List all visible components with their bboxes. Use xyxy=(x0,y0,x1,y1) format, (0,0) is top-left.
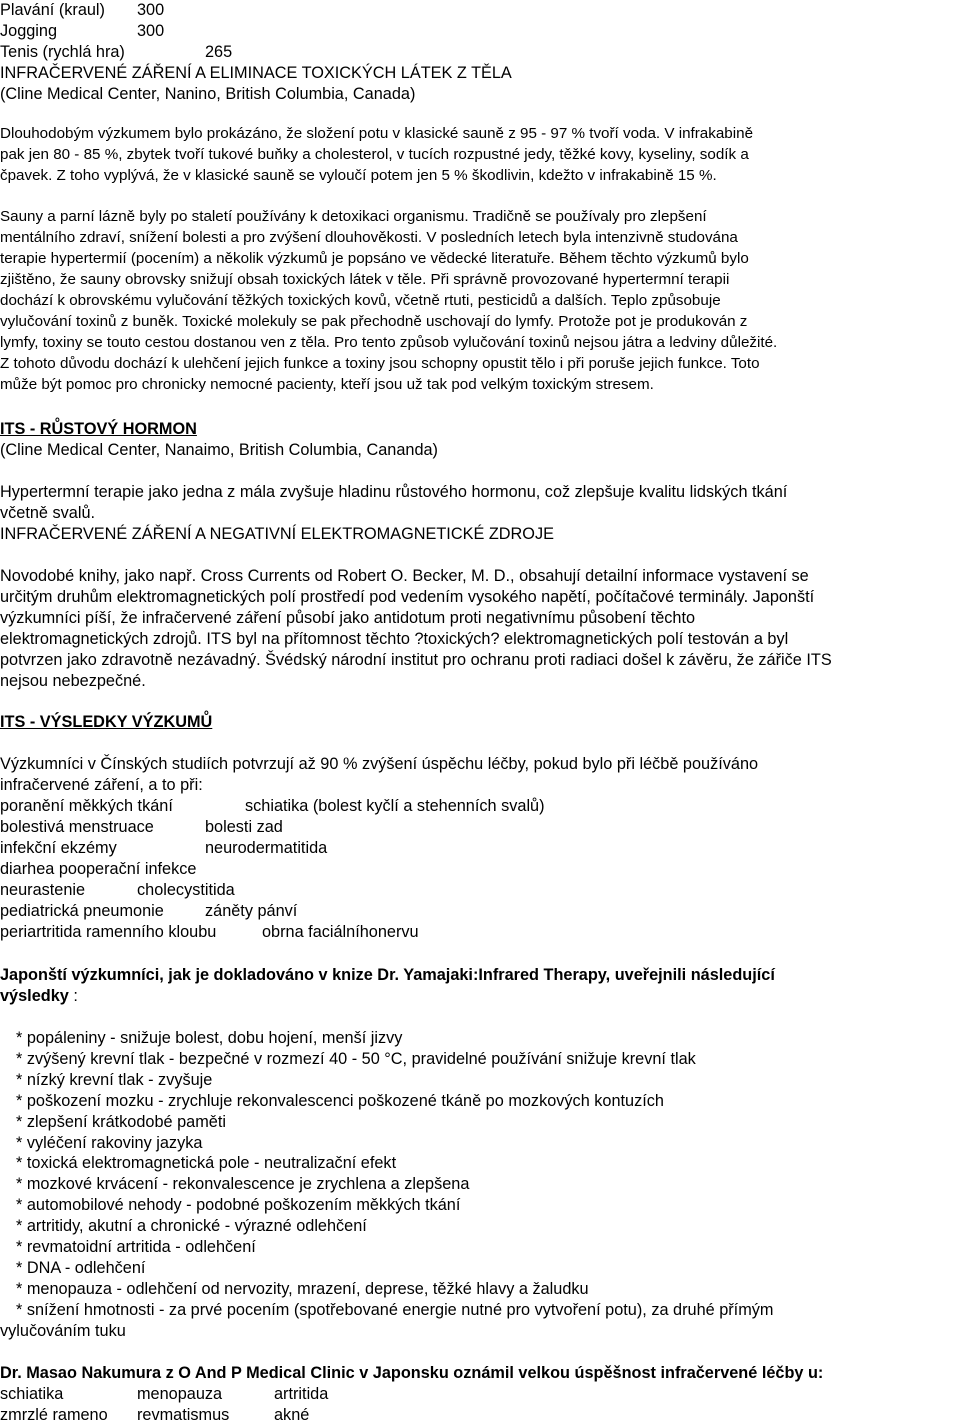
section-source: (Cline Medical Center, Nanaimo, British Columbia, Cananda) xyxy=(0,441,438,459)
condition-right: záněty pánví xyxy=(205,902,298,920)
condition-row xyxy=(0,901,960,921)
paragraph-line: Dlouhodobým výzkumem bylo prokázáno, že složení potu v klasické sauně z 95 - 97 % tvoří voda. V infrakabině xyxy=(0,125,754,142)
bullet-item: * toxická elektromagnetická pole - neutralizační efekt xyxy=(16,1154,397,1173)
paragraph-line: zjištěno, že sauny obrovsky snižují obsah toxických látek v těle. Při správně provozované hypertermní terapii xyxy=(0,271,730,288)
condition-row xyxy=(0,817,960,837)
condition-left: poranění měkkých tkání xyxy=(0,797,173,815)
paragraph-line: čpavek. Z toho vyplývá, že v klasické sauně se vyloučí potem jen 5 % škodlivin, kdežto v infrakabině 15 %. xyxy=(0,167,717,184)
paragraph-line: Z tohoto důvodu dochází k ulehčení jejich funkce a toxiny jsou schopny opustit tělo i při poruše jejich funkce. Toto xyxy=(0,355,760,372)
condition-left: infekční ekzémy xyxy=(0,839,117,857)
bullet-item-continuation: vylučováním tuku xyxy=(0,1322,126,1340)
paragraph-line: elektromagnetických zdrojů. ITS byl na přítomnost těchto ?toxických? elektromagnetických polí testován a byl xyxy=(0,630,789,648)
bullet-item: * nízký krevní tlak - zvyšuje xyxy=(16,1070,213,1089)
paragraph-line: lymfy, toxiny se touto cestou dostanou ven z těla. Pro tento způsob vylučování toxinů nejsou játra a ledviny důležité. xyxy=(0,334,778,351)
condition-right: neurodermatitida xyxy=(205,839,328,857)
sport-value: 300 xyxy=(137,22,165,40)
section-source: (Cline Medical Center, Nanino, British Columbia, Canada) xyxy=(0,85,416,103)
section-heading: ITS - RŮSTOVÝ HORMON xyxy=(0,420,197,438)
paragraph-line: dochází k obrovskému vylučování těžkých toxických kovů, včetně rtuti, pesticidů a dalších. Teplo způsobuje xyxy=(0,292,721,309)
bullet-item: * poškození mozku - zrychluje rekonvalescenci poškozené tkáně po mozkových kontuzích xyxy=(16,1091,664,1110)
section-heading: INFRAČERVENÉ ZÁŘENÍ A ELIMINACE TOXICKÝCH LÁTEK Z TĚLA xyxy=(0,64,512,82)
sport-name: Jogging xyxy=(0,22,58,40)
section-heading: INFRAČERVENÉ ZÁŘENÍ A NEGATIVNÍ ELEKTROMAGNETICKÉ ZDROJE xyxy=(0,525,554,543)
sport-name: Plavání (kraul) xyxy=(0,1,105,19)
condition-right: cholecystitida xyxy=(137,881,235,899)
sport-value: 300 xyxy=(137,1,165,19)
bullet-item: * zlepšení krátkodobé paměti xyxy=(16,1112,226,1131)
bullet-item: * menopauza - odlehčení od nervozity, mrazení, deprese, těžké hlavy a žaludku xyxy=(16,1279,589,1298)
bullet-item: * mozkové krvácení - rekonvalescence je zrychlena a zlepšena xyxy=(16,1175,470,1194)
nakamura-row xyxy=(0,1384,600,1404)
condition-row xyxy=(0,859,960,879)
paragraph-line: mentálního zdraví, snížení bolesti a pro zvýšení dlouhověkosti. V posledních letech byla intenzivně studována xyxy=(0,229,738,246)
nakamura-condition: zmrzlé rameno xyxy=(0,1406,108,1424)
paragraph-line: vylučování toxinů z buněk. Toxické molekuly se pak přechodně uschovají do lymfy. Protože pot je produkován z xyxy=(0,313,748,330)
sport-name: Tenis (rychlá hra) xyxy=(0,43,125,61)
condition-right: schiatika (bolest kyčlí a stehenních svalů) xyxy=(245,797,545,815)
condition-row xyxy=(0,880,960,900)
nakamura-row xyxy=(0,1405,600,1425)
condition-left: periartritida ramenního kloubu xyxy=(0,923,217,941)
paragraph-line: Výzkumníci v Čínských studiích potvrzují až 90 % zvýšení úspěchu léčby, pokud bylo při léčbě používáno xyxy=(0,755,759,773)
paragraph-line: může být pomoc pro chronicky nemocné pacienty, kteří jsou už tak pod velkým toxickým stresem. xyxy=(0,376,654,393)
nakamura-condition: schiatika xyxy=(0,1385,64,1403)
sport-value: 265 xyxy=(205,43,233,61)
condition-right: obrna faciálníhonervu xyxy=(262,923,419,941)
paragraph-line: Novodobé knihy, jako např. Cross Currents od Robert O. Becker, M. D., obsahují detailní informace vystavení se xyxy=(0,567,809,585)
bullet-item: * automobilové nehody - podobné poškozením měkkých tkání xyxy=(16,1196,461,1215)
nakamura-condition: menopauza xyxy=(137,1385,223,1403)
condition-left: bolestivá menstruace xyxy=(0,818,154,836)
paragraph-line: nejsou nebezpečné. xyxy=(0,672,146,690)
results-word: výsledky xyxy=(0,987,69,1005)
paragraph-line: výzkumníci píší, že infračervené záření působí jako antidotum proti negativnímu působení těchto xyxy=(0,609,696,627)
paragraph-line: Sauny a parní lázně byly po staletí používány k detoxikaci organismu. Tradičně se používaly pro zlepšení xyxy=(0,208,707,225)
bullet-item: * snížení hmotnosti - za prvé pocením (spotřebované energie nutné pro vytvoření potu), za druhé přímým xyxy=(16,1300,774,1319)
paragraph-line: Hypertermní terapie jako jedna z mála zvyšuje hladinu růstového hormonu, což zlepšuje kvalitu lidských tkání xyxy=(0,483,788,501)
sport-row xyxy=(0,0,400,20)
condition-row xyxy=(0,838,960,858)
nakamura-condition: revmatismus xyxy=(137,1406,230,1424)
bullet-item: * popáleniny - snižuje bolest, dobu hojení, menší jizvy xyxy=(16,1029,403,1047)
bullet-item: * vyléčení rakoviny jazyka xyxy=(16,1133,203,1152)
condition-right: bolesti zad xyxy=(205,818,283,836)
bullet-item: * zvýšený krevní tlak - bezpečné v rozmezí 40 - 50 °C, pravidelné používání snižuje krevní tlak xyxy=(16,1049,696,1068)
condition-row xyxy=(0,796,960,816)
bullet-item: * DNA - odlehčení xyxy=(16,1258,146,1277)
paragraph-line: určitým druhům elektromagnetických polí prostředí pod vedením vysokého napětí, počítačové terminály. Japonští xyxy=(0,588,815,606)
condition-left: diarhea pooperační infekce xyxy=(0,860,197,878)
results-colon: : xyxy=(68,987,78,1005)
condition-row xyxy=(0,922,960,942)
paragraph-line: pak jen 80 - 85 %, zbytek tvoří tukové buňky a cholesterol, v tucích rozpustné jedy, těžké kovy, kyseliny, sodík a xyxy=(0,146,749,163)
paragraph-line: infračervené záření, a to při: xyxy=(0,776,203,794)
bullet-item: * revmatoidní artritida - odlehčení xyxy=(16,1238,256,1256)
condition-left: neurastenie xyxy=(0,881,86,899)
japanese-results-heading xyxy=(0,986,78,1006)
condition-left: pediatrická pneumonie xyxy=(0,902,164,920)
section-heading: ITS - VÝSLEDKY VÝZKUMŮ xyxy=(0,713,213,731)
japanese-results-heading: Japonští výzkumníci, jak je dokladováno v knize Dr. Yamajaki:Infrared Therapy, uveřejnili následující xyxy=(0,966,775,984)
bullet-item: * artritidy, akutní a chronické - výrazné odlehčení xyxy=(16,1217,367,1236)
paragraph-line: potvrzen jako zdravotně nezávadný. Švédský národní institut pro ochranu proti radiaci došel k závěru, že zářiče ITS xyxy=(0,651,832,669)
sport-row xyxy=(0,42,400,62)
nakamura-heading: Dr. Masao Nakumura z O And P Medical Clinic v Japonsku oznámil velkou úspěšnost infračervené léčby u: xyxy=(0,1364,824,1382)
paragraph-line: včetně svalů. xyxy=(0,504,96,522)
paragraph-line: terapie hypertermií (pocením) a několik výzkumů je popsáno ve vědecké literatuře. Během těchto výzkumů bylo xyxy=(0,250,749,267)
nakamura-condition: artritida xyxy=(274,1385,329,1403)
sport-row xyxy=(0,21,400,41)
nakamura-condition: akné xyxy=(274,1406,310,1424)
